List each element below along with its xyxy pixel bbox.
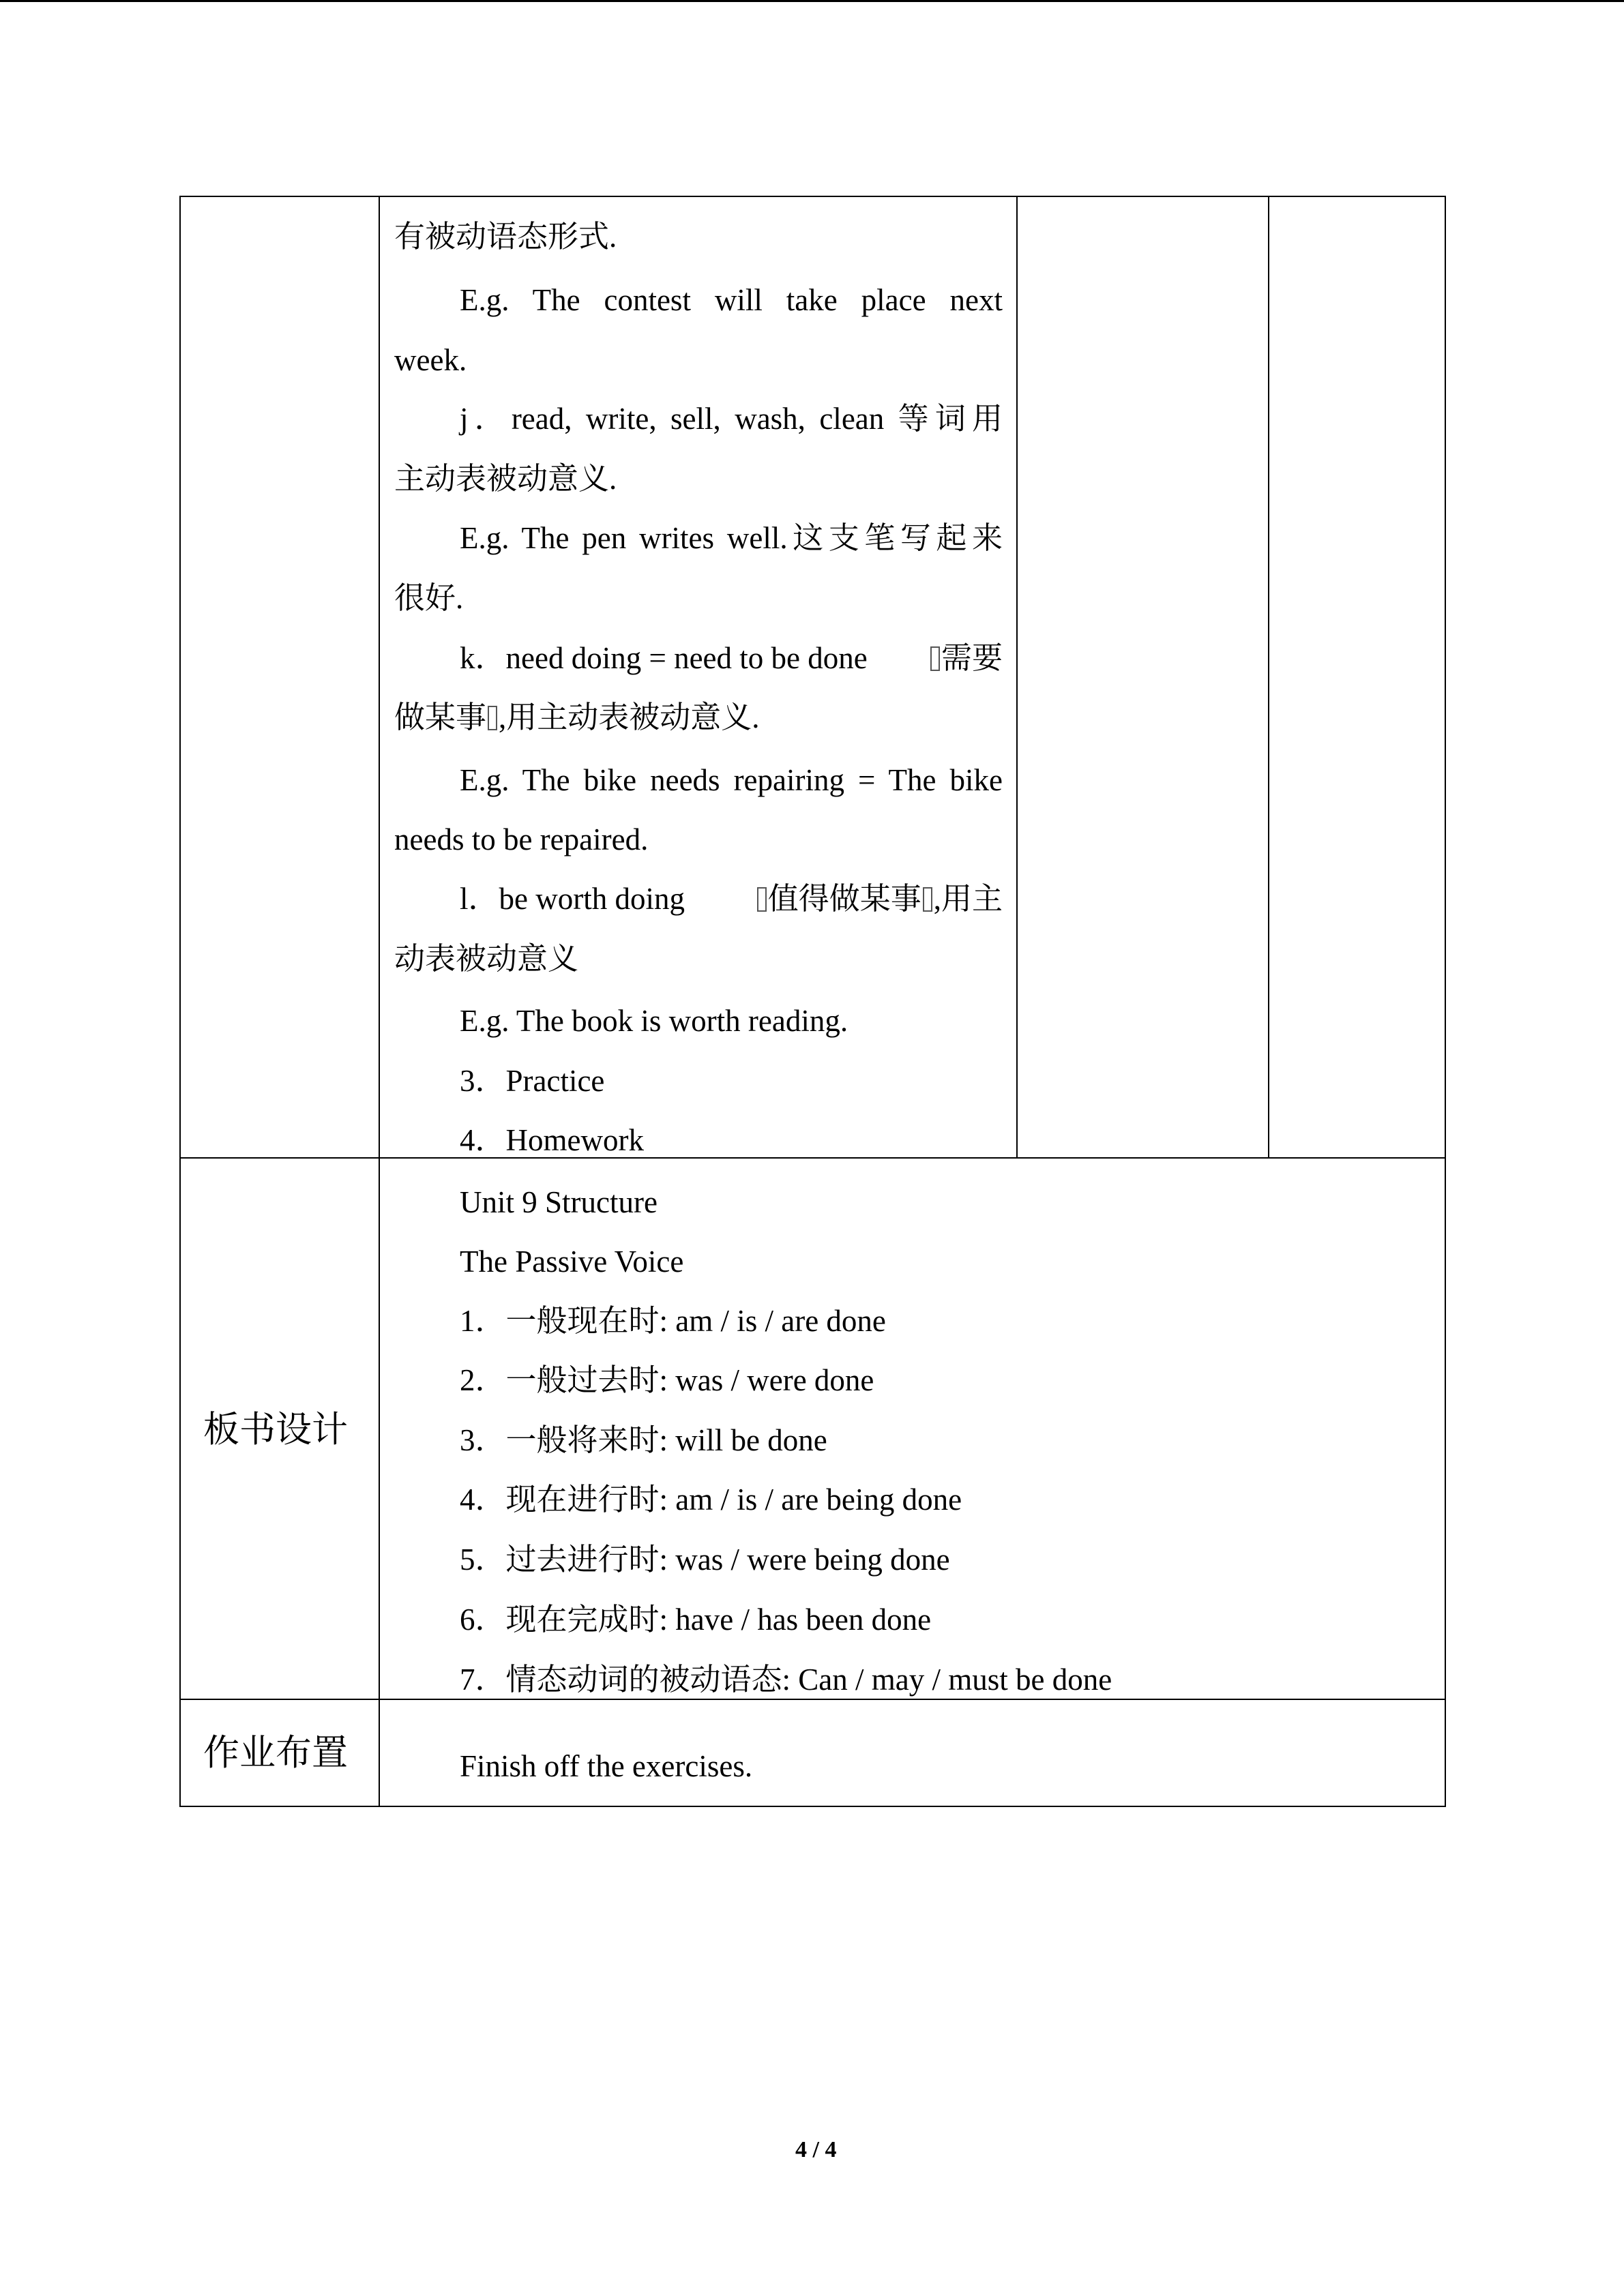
table-left-border — [179, 196, 181, 1807]
board-line: 1．一般现在时: am / is / are done — [460, 1304, 886, 1338]
board-line: 3．一般将来时: will be done — [460, 1423, 827, 1457]
content-line: E.g. The pen writes well.这支笔写起来 — [460, 521, 1003, 555]
board-line: 5．过去进行时: was / were being done — [460, 1542, 950, 1577]
board-line: Unit 9 Structure — [460, 1185, 658, 1219]
board-design-label: 板书设计 — [203, 1409, 348, 1450]
board-line: The Passive Voice — [460, 1244, 684, 1279]
text-run: k．need doing = need to be done — [460, 641, 875, 675]
content-line: E.g. The book is worth reading. — [460, 1004, 848, 1038]
content-line: 动表被动意义 — [394, 942, 579, 976]
content-line: 3．Practice — [460, 1064, 605, 1098]
text-run: l．be worth doing — [460, 882, 693, 916]
homework-label: 作业布置 — [203, 1732, 348, 1774]
table-top-border — [179, 196, 1446, 197]
content-line: E.g. The contest will take place next — [460, 283, 1003, 317]
content-line-worth-doing — [460, 884, 1003, 914]
content-line: 4．Homework — [460, 1123, 644, 1157]
content-line: j．read, write, sell, wash, clean 等词用 — [460, 402, 1003, 436]
missing-glyph-box — [757, 887, 767, 912]
column-divider-2 — [1016, 196, 1018, 1159]
page-top-border — [0, 0, 1624, 2]
page-number: 4 / 4 — [795, 2137, 837, 2162]
content-line: 做某事 ,用主动表被动意义. — [394, 700, 760, 734]
homework-text: Finish off the exercises. — [460, 1749, 753, 1783]
missing-glyph-box — [488, 706, 497, 730]
missing-glyph-box — [923, 887, 932, 912]
content-line: 主动表被动意义. — [394, 462, 617, 496]
content-line: needs to be repaired. — [394, 822, 649, 856]
content-line: 很好. — [394, 581, 464, 615]
content-line: week. — [394, 343, 467, 377]
board-line: 2．一般过去时: was / were done — [460, 1363, 874, 1397]
column-divider-label — [379, 196, 380, 1807]
board-line: 6．现在完成时: have / has been done — [460, 1602, 932, 1637]
column-divider-3 — [1268, 196, 1269, 1159]
table-bottom-border — [179, 1806, 1446, 1807]
row-divider-1 — [179, 1157, 1446, 1159]
table-right-border — [1445, 196, 1446, 1807]
text-run: 需要 — [929, 643, 1003, 674]
content-line-need-doing — [460, 643, 1003, 674]
board-line: 7．情态动词的被动语态: Can / may / must be done — [460, 1663, 1112, 1697]
row-divider-2 — [179, 1699, 1446, 1700]
board-line: 4．现在进行时: am / is / are being done — [460, 1482, 962, 1517]
content-line: E.g. The bike needs repairing = The bike — [460, 763, 1003, 797]
content-line: 有被动语态形式. — [394, 220, 617, 254]
missing-glyph-box — [930, 646, 940, 671]
text-run: 值得做某事 ,用主 — [756, 884, 1003, 914]
